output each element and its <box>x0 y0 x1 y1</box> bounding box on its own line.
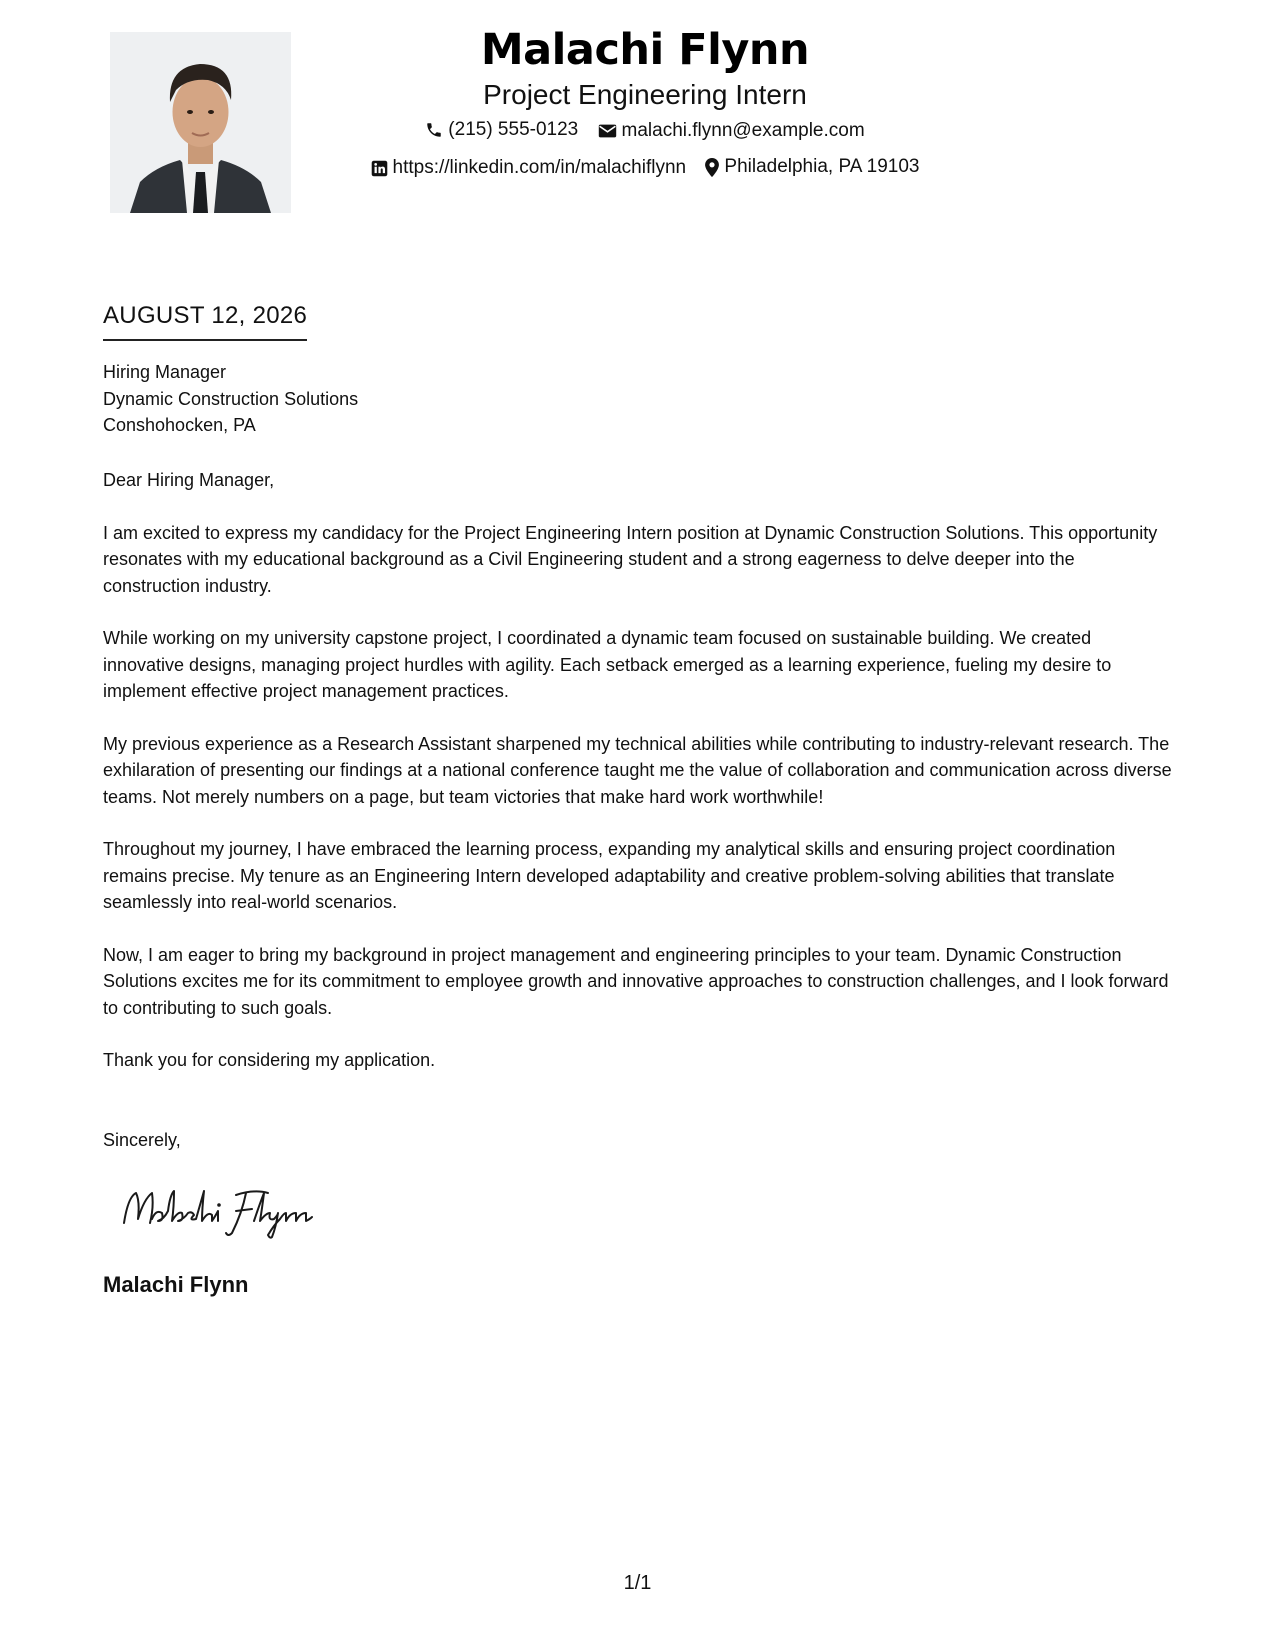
linkedin-text: https://linkedin.com/in/malachiflynn <box>392 157 687 178</box>
phone-icon <box>425 121 443 139</box>
body-paragraph: My previous experience as a Research Assistant sharpened my technical abilities while contributing to industry-relevant research. The exhilaration of presenting our findings at a national conference taught me the value of collaboration and communication across diverse teams. Not merely numbers on a page, but team victories that make hard work worthwhile! <box>103 733 1172 807</box>
envelope-icon <box>598 123 617 139</box>
body-paragraph: Throughout my journey, I have embraced the learning process, expanding my analytical skills and ensuring project coordination remains precise. My tenure as an Engineering Intern developed adaptability and creative problem-solving abilities that translate seamlessly into real-world scenarios. <box>103 839 1116 912</box>
linkedin-contact[interactable] <box>371 153 687 183</box>
resume-header <box>300 22 990 187</box>
location-text: Philadelphia, PA 19103 <box>724 156 920 177</box>
email-contact[interactable] <box>598 116 865 146</box>
recipient-title: Hiring Manager <box>103 362 227 382</box>
applicant-name: Malachi Flynn <box>480 25 810 75</box>
recipient-company: Dynamic Construction Solutions <box>103 388 359 409</box>
page-number: 1/1 <box>623 1572 652 1594</box>
signer-name: Malachi Flynn <box>103 1272 249 1297</box>
recipient-block <box>103 359 358 439</box>
linkedin-icon <box>371 160 388 177</box>
profile-photo <box>110 32 291 213</box>
phone-text: (215) 555-0123 <box>448 119 579 140</box>
applicant-role: Project Engineering Intern <box>483 79 807 110</box>
letter-date: AUGUST 12, 2026 <box>103 300 307 341</box>
body-paragraph: I am excited to express my candidacy for the Project Engineering Intern position at Dynamic Construction Solutions. This opportunity resonates with my educational background as a Civil Engineering student and a strong eagerness to delve deeper into the construction industry. <box>103 522 1158 596</box>
location-contact <box>705 152 919 182</box>
email-text: malachi.flynn@example.com <box>621 120 865 141</box>
salutation: Dear Hiring Manager, <box>103 470 275 490</box>
body-paragraph: While working on my university capstone project, I coordinated a dynamic team focused on sustainable building. We created innovative designs, managing project hurdles with agility. Each setback emerged as a learning experience, fueling my desire to implement effective project management practices. <box>103 628 1112 701</box>
thanks-line: Thank you for considering my application. <box>103 1050 436 1070</box>
phone-contact[interactable] <box>425 115 578 145</box>
contact-row-primary <box>300 115 990 149</box>
handwritten-signature <box>118 1183 358 1239</box>
map-pin-icon <box>705 158 719 177</box>
contact-row-secondary <box>300 152 990 187</box>
letter-body <box>103 467 1173 1100</box>
closing-line: Sincerely, <box>103 1130 181 1150</box>
body-paragraph: Now, I am eager to bring my background in project management and engineering principles to your team. Dynamic Construction Solutions excites me for its commitment to employee growth and innovative approaches to construction challenges, and I look forward to contributing to such goals. <box>103 944 1169 1018</box>
recipient-location: Conshohocken, PA <box>103 415 256 435</box>
